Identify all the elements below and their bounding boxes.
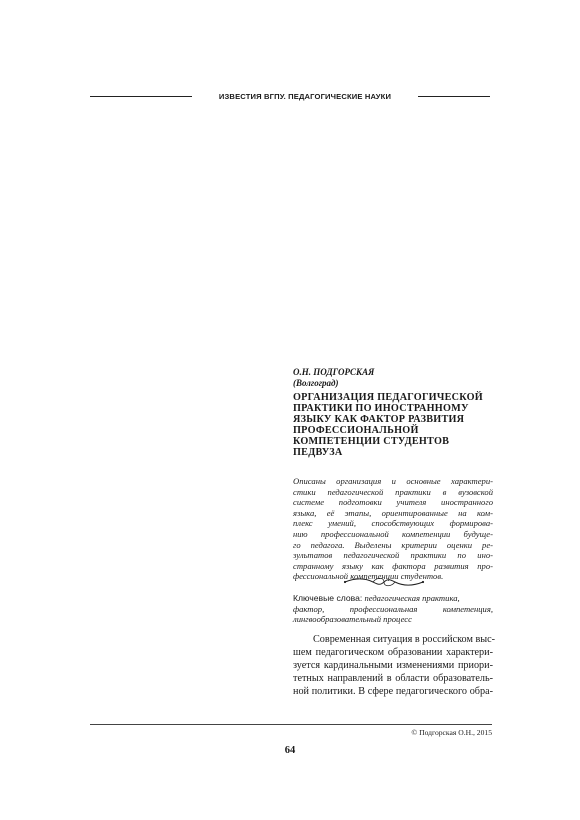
author-name: О.Н. ПОДГОРСКАЯ (293, 367, 375, 377)
copyright-notice: © Подгорская О.Н., 2015 (411, 728, 492, 737)
author-block (293, 367, 493, 389)
author-city: (Волгоград) (293, 378, 339, 388)
keywords-label: Ключевые слова: (293, 593, 363, 603)
abstract-line: го педагога. Выделены критерии оценки ре- (293, 539, 493, 550)
article-title-line: ПЕДВУЗА (293, 447, 343, 459)
body-line: зуется кардинальными изменениями приори- (293, 660, 493, 671)
abstract-line: языка, её этапы, ориентированные на ком- (293, 507, 493, 518)
body-line: шем педагогическом образовании характери- (293, 647, 493, 658)
keywords (293, 593, 493, 625)
article-title-line: ОРГАНИЗАЦИЯ ПЕДАГОГИЧЕСКОЙ (293, 392, 483, 403)
page-number: 64 (284, 745, 296, 756)
abstract-line: странному языку как фактора развития про- (293, 560, 493, 571)
journal-title: ИЗВЕСТИЯ ВГПУ. ПЕДАГОГИЧЕСКИЕ НАУКИ (218, 92, 392, 101)
article-title-line: КОМПЕТЕНЦИИ СТУДЕНТОВ (293, 436, 450, 448)
abstract-line: фессиональной компетенции студентов. (293, 571, 444, 582)
keywords-text: лингвообразовательный процесс (293, 614, 412, 625)
abstract-line: зультатов педагогической практики по ино- (293, 550, 493, 561)
article-title-line: ПРАКТИКИ ПО ИНОСТРАННОМУ (293, 403, 469, 415)
abstract-line: системе подготовки учителя иностранного (293, 497, 493, 508)
decorative-ornament-icon (343, 575, 425, 589)
header-rule-right (418, 96, 490, 97)
abstract-line: нию профессиональной компетенции будуще- (293, 528, 493, 539)
header-rule-left (90, 96, 192, 97)
keywords-text: педагогическая практика, (364, 593, 460, 603)
article-title-line: ЯЗЫКУ КАК ФАКТОР РАЗВИТИЯ (293, 414, 465, 426)
abstract-line: стики педагогической практики в вузовской (293, 486, 493, 497)
abstract-line: Описаны организация и основные характери- (293, 476, 493, 486)
body-line: ной политики. В сфере педагогического обра- (293, 686, 493, 697)
body-paragraph (293, 633, 496, 698)
journal-header (90, 90, 490, 104)
keywords-text: фактор, профессиональная компетенция, (293, 603, 493, 614)
abstract-line: плекс умений, способствующих формирова- (293, 518, 493, 529)
article-title-line: ПРОФЕССИОНАЛЬНОЙ (293, 425, 419, 437)
abstract (293, 476, 493, 582)
article-title (293, 392, 493, 459)
body-line: тетных направлений в области образователь- (293, 673, 493, 684)
footnote-divider (90, 724, 492, 725)
body-line: Современная ситуация в российском выс- (313, 634, 496, 645)
